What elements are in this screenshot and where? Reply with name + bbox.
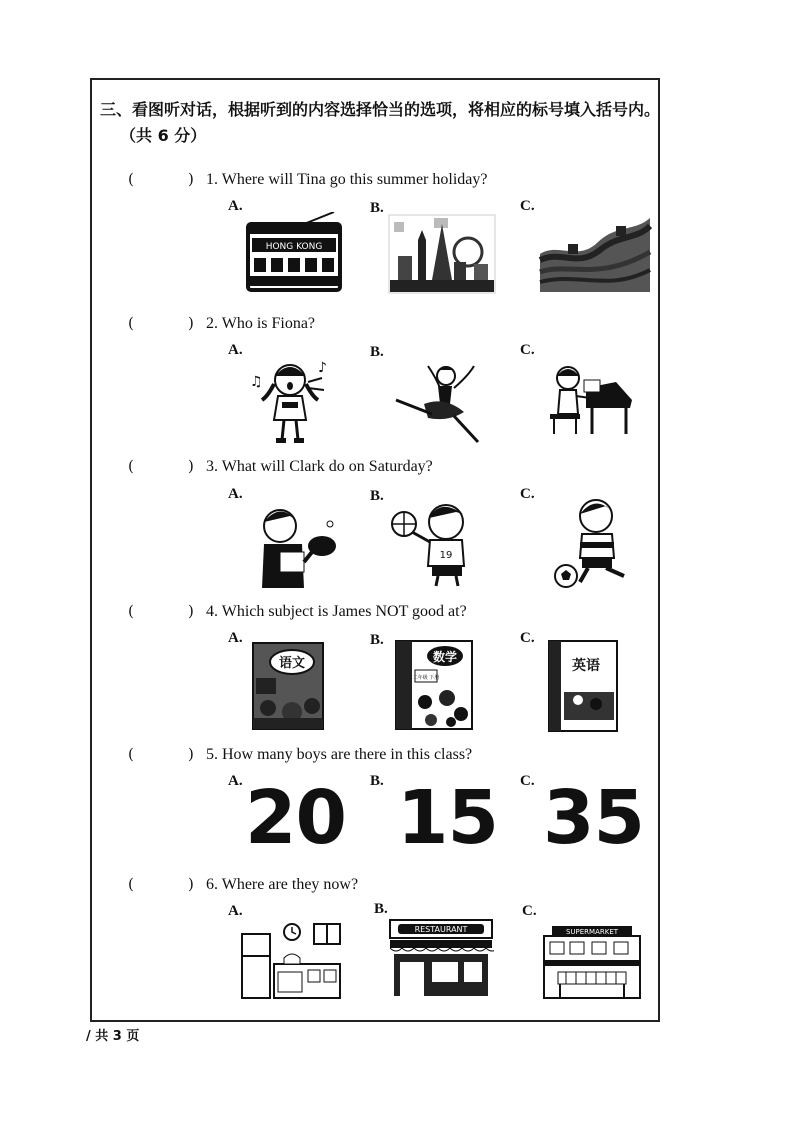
question-text: 6. Where are they now? (206, 876, 359, 893)
option-a-label: A. (228, 773, 243, 789)
kitchen-picture[interactable] (238, 920, 344, 1000)
option-c-label: C. (522, 903, 537, 919)
restaurant-sign: RESTAURANT (414, 925, 468, 934)
answer-bracket[interactable]: ( ) (128, 745, 194, 763)
option-a-label: A. (228, 486, 243, 502)
option-a-label: A. (228, 903, 243, 919)
question-3 (128, 457, 628, 476)
question-1 (128, 170, 628, 189)
english-textbook-picture[interactable] (548, 640, 618, 732)
option-a-label: A. (228, 198, 243, 214)
restaurant-picture[interactable] (388, 918, 494, 998)
option-c-label: C. (520, 198, 535, 214)
section-score: （共 6 分） (120, 126, 207, 145)
question-text: 5. How many boys are there in this class? (206, 746, 473, 763)
london-landmarks-picture[interactable] (388, 214, 496, 294)
football-boy-picture[interactable] (550, 496, 636, 590)
option-b-label: B. (374, 901, 388, 917)
question-2 (128, 314, 628, 333)
section-heading (100, 97, 660, 149)
number-option-c[interactable]: 35 (543, 775, 644, 861)
supermarket-picture[interactable] (542, 924, 642, 1000)
piano-girl-picture[interactable] (546, 358, 634, 438)
question-4 (128, 602, 628, 621)
bus-sign: HONG KONG (265, 242, 323, 252)
answer-bracket[interactable]: ( ) (128, 170, 194, 188)
jersey-number: 19 (439, 550, 453, 561)
answer-bracket[interactable]: ( ) (128, 457, 194, 475)
math-textbook-picture[interactable] (395, 640, 473, 730)
chinese-textbook-picture[interactable] (252, 642, 324, 730)
book-title-chinese: 语文 (278, 656, 306, 671)
option-c-label: C. (520, 486, 535, 502)
answer-bracket[interactable]: ( ) (128, 875, 194, 893)
question-text: 3. What will Clark do on Saturday? (206, 458, 433, 475)
book-grade-math: 二年级 下册 (412, 675, 440, 681)
question-text: 2. Who is Fiona? (206, 315, 316, 332)
number-option-a[interactable]: 20 (245, 775, 346, 861)
question-text: 4. Which subject is James NOT good at? (206, 603, 467, 620)
table-tennis-boy-picture[interactable] (250, 500, 340, 590)
section-title: 三、看图听对话，根据听到的内容选择恰当的选项，将相应的标号填入括号内。 (100, 100, 661, 119)
page-footer: / 共 3 页 (86, 1029, 140, 1044)
basketball-boy-picture[interactable] (390, 498, 480, 588)
option-a-label: A. (228, 342, 243, 358)
option-a-label: A. (228, 630, 243, 646)
answer-bracket[interactable]: ( ) (128, 314, 194, 332)
option-b-label: B. (370, 200, 384, 216)
option-c-label: C. (520, 630, 535, 646)
option-b-label: B. (370, 488, 384, 504)
option-c-label: C. (520, 342, 535, 358)
great-wall-picture[interactable] (538, 212, 652, 292)
option-c-label: C. (520, 773, 535, 789)
ballet-dancer-picture[interactable] (388, 360, 484, 446)
question-6 (128, 875, 628, 894)
book-title-math: 数学 (432, 650, 458, 664)
svg-text:♫: ♫ (250, 374, 263, 390)
singing-girl-picture[interactable] (248, 356, 332, 446)
option-b-label: B. (370, 773, 384, 789)
svg-text:♪: ♪ (318, 360, 327, 376)
question-5 (128, 745, 628, 764)
number-option-b[interactable]: 15 (397, 775, 498, 861)
hong-kong-tram-picture[interactable] (244, 212, 344, 294)
book-title-english: 英语 (572, 658, 600, 674)
supermarket-sign: SUPERMARKET (565, 928, 619, 936)
question-text: 1. Where will Tina go this summer holiday? (206, 171, 488, 188)
option-b-label: B. (370, 632, 384, 648)
option-b-label: B. (370, 344, 384, 360)
answer-bracket[interactable]: ( ) (128, 602, 194, 620)
